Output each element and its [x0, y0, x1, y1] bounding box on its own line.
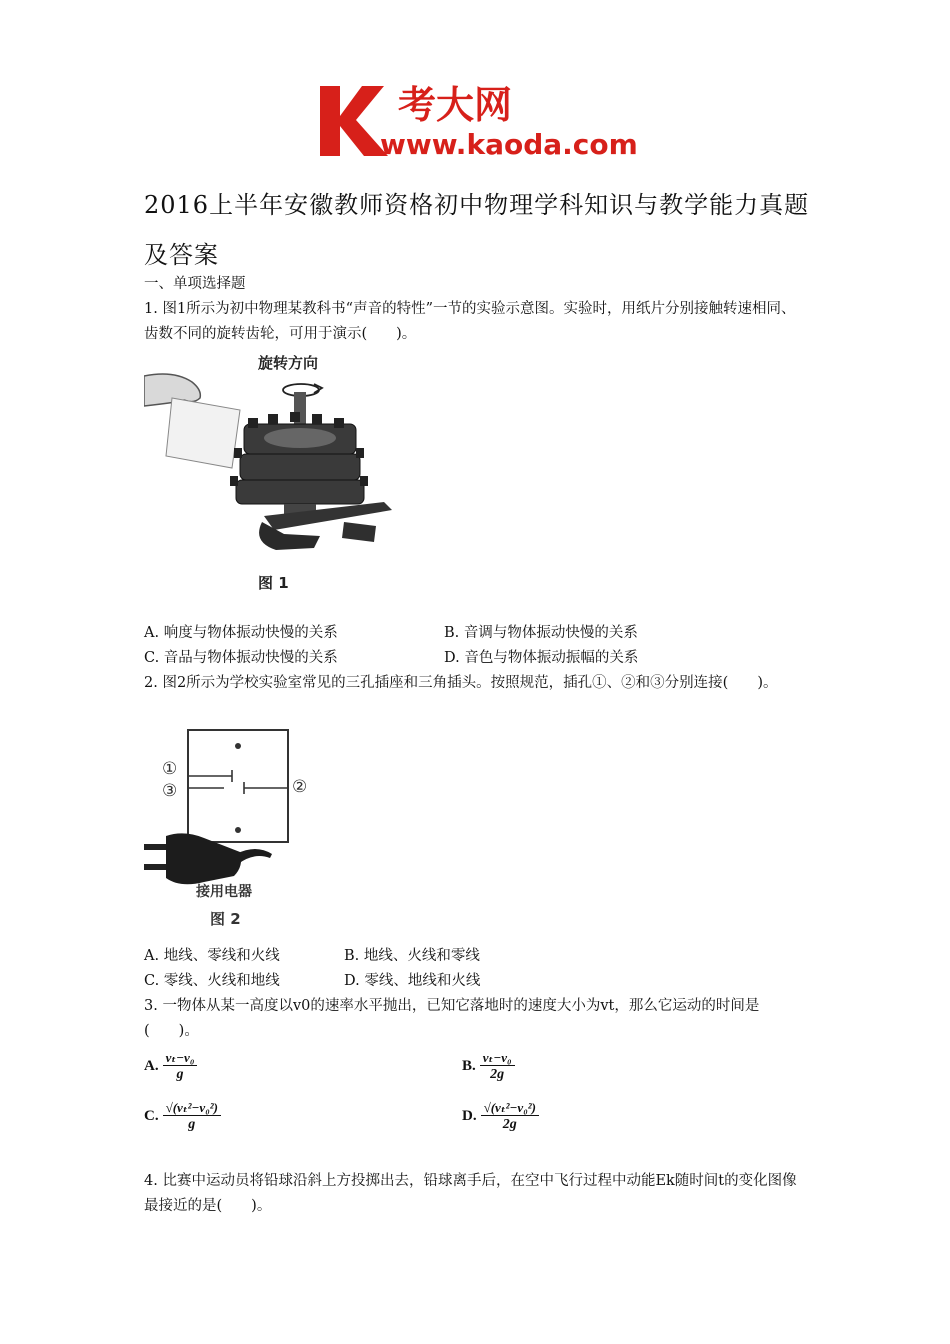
figure-2-caption: 图 2	[210, 910, 241, 928]
q3-option-b-den: 2g	[490, 1067, 505, 1082]
figure-1-gear-experiment	[144, 352, 400, 602]
socket-mark-3: ③	[162, 781, 178, 801]
question-3-stem: 3. 一物体从某一高度以v0的速率水平抛出，已知它落地时的速度大小为vt，那么它运动的时间是( )。	[144, 998, 760, 1039]
q1-option-c: C. 音品与物体振动快慢的关系	[144, 650, 338, 666]
question-4-stem: 4. 比赛中运动员将铅球沿斜上方投掷出去，铅球离手后，在空中飞行过程中动能Ek随时间t的变化图像最接近的是( )。	[144, 1173, 797, 1214]
figure-1-top-label: 旋转方向	[258, 354, 319, 372]
q3-option-a-num: vₜ−v₀	[163, 1050, 198, 1066]
q3-option-c-den: g	[188, 1117, 196, 1132]
figure-1-caption: 图 1	[258, 574, 289, 592]
kaoda-logo	[318, 80, 638, 160]
q3-option-b-label: B.	[462, 1058, 476, 1074]
q3-option-a	[144, 1050, 197, 1083]
q1-option-d: D. 音色与物体振动振幅的关系	[444, 650, 639, 666]
q3-option-c-label: C.	[144, 1108, 159, 1124]
question-2-stem: 2. 图2所示为学校实验室常见的三孔插座和三角插头。按照规范，插孔①、②和③分别连接( )。	[144, 675, 778, 691]
section-heading: 一、单项选择题	[144, 276, 246, 292]
logo-url: www.kaoda.com	[380, 128, 638, 160]
q1-option-b: B. 音调与物体振动快慢的关系	[444, 625, 638, 641]
socket-mark-2: ②	[292, 777, 308, 797]
plug-label: 接用电器	[196, 884, 252, 900]
q3-option-d-num: √(vₜ²−v₀²)	[481, 1100, 539, 1116]
q3-option-c-num: √(vₜ²−v₀²)	[163, 1100, 221, 1116]
q2-option-b: B. 地线、火线和零线	[344, 948, 480, 964]
q3-option-d	[462, 1100, 539, 1133]
q2-option-d: D. 零线、地线和火线	[344, 973, 481, 989]
document-title: 2016上半年安徽教师资格初中物理学科知识与教学能力真题及答案	[144, 191, 810, 269]
q2-option-a: A. 地线、零线和火线	[144, 948, 280, 964]
q3-option-d-label: D.	[462, 1108, 477, 1124]
socket-mark-1: ①	[162, 759, 178, 779]
q3-option-b	[462, 1050, 515, 1083]
logo-brand-cn: 考大网	[398, 83, 513, 127]
q2-option-c: C. 零线、火线和地线	[144, 973, 280, 989]
figure-2-socket-plug	[144, 726, 316, 932]
logo-k-mark	[320, 86, 388, 156]
q3-option-d-den: 2g	[502, 1117, 517, 1132]
q3-option-a-den: g	[176, 1067, 184, 1082]
question-3-formula-options	[144, 1046, 569, 1146]
q3-option-c	[144, 1100, 221, 1133]
q1-option-a: A. 响度与物体振动快慢的关系	[144, 625, 338, 641]
question-1-stem: 1. 图1所示为初中物理某教科书“声音的特性”一节的实验示意图。实验时，用纸片分别接触转速相同、齿数不同的旋转齿轮，可用于演示( )。	[144, 301, 796, 342]
q3-option-b-num: vₜ−v₀	[480, 1050, 515, 1066]
q3-option-a-label: A.	[144, 1058, 159, 1074]
